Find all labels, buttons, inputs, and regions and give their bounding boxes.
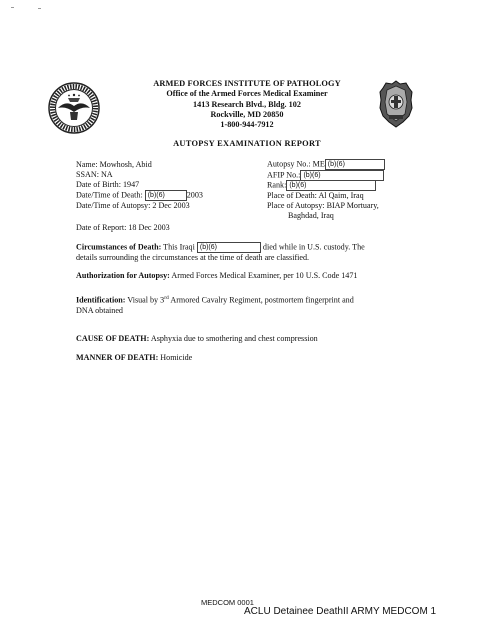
cause-text: Asphyxia due to smothering and chest compression (149, 334, 318, 343)
letterhead (90, 79, 404, 130)
death-date-field (76, 190, 203, 201)
place-of-autopsy-city: Baghdad, Iraq (288, 211, 334, 220)
office-name: Office of the Armed Forces Medical Examiner (166, 89, 328, 99)
autopsy-number-label: Autopsy No.: ME (267, 159, 325, 169)
death-date-year: 2003 (186, 190, 203, 200)
institution-name: ARMED FORCES INSTITUTE OF PATHOLOGY (153, 79, 341, 88)
redaction-box: (b)(6) (325, 159, 385, 170)
bates-number: MEDCOM 0001 (201, 598, 254, 607)
death-date-label: Date/Time of Death: (76, 190, 143, 200)
manner-section (76, 353, 422, 363)
circumstances-section (76, 242, 422, 263)
report-title: AUTOPSY EXAMINATION REPORT (173, 139, 321, 148)
cause-heading: CAUSE OF DEATH: (76, 334, 150, 343)
dob-field: Date of Birth: 1947 (76, 180, 140, 189)
redaction-box: (b)(6) (145, 190, 187, 201)
manner-text: Homicide (158, 353, 193, 362)
redaction-box: (b)(6) (286, 180, 376, 191)
report-date-field: Date of Report: 18 Dec 2003 (76, 223, 170, 232)
circumstances-line-2: details surrounding the circumstances at the time of death are classified. (76, 253, 310, 262)
afip-number-label: AFIP No.: (267, 170, 301, 180)
ordinal-superscript: rd (164, 295, 169, 301)
scan-speck (38, 8, 41, 9)
circumstances-text-cont: died while in U.S. custody. The (260, 242, 365, 252)
autopsy-number-field (267, 159, 385, 170)
circumstances-heading: Circumstances of Death: (76, 242, 162, 252)
manner-heading: MANNER OF DEATH: (76, 353, 159, 362)
redaction-box: (b)(6) (300, 170, 384, 181)
redaction-box: (b)(6) (197, 242, 261, 253)
authorization-text: Armed Forces Medical Examiner, per 10 U.S. Code 1471 (169, 271, 358, 280)
ssan-field: SSAN: NA (76, 170, 113, 179)
name-field: Name: Mowhosh, Abid (76, 160, 152, 169)
identification-line-2: DNA obtained (76, 305, 123, 315)
place-of-death-field: Place of Death: Al Qaim, Iraq (267, 191, 364, 200)
cause-section (76, 334, 422, 344)
phone-number: 1-800-944-7912 (220, 120, 274, 130)
circumstances-text: This Iraqi (161, 242, 197, 252)
autopsy-date-field: Date/Time of Autopsy: 2 Dec 2003 (76, 201, 190, 210)
authorization-section (76, 271, 422, 281)
rank-label: Rank: (267, 180, 287, 190)
collection-label: ACLU Detainee DeathII ARMY MEDCOM 1 (244, 606, 437, 617)
scan-speck (11, 7, 14, 8)
street-address: 1413 Research Blvd., Bldg. 102 (193, 99, 301, 109)
identification-section (76, 293, 422, 316)
place-of-autopsy-field: Place of Autopsy: BIAP Mortuary, (267, 201, 379, 210)
identification-text: Visual by 3 (125, 295, 165, 305)
identification-heading: Identification: (76, 295, 126, 305)
authorization-heading: Authorization for Autopsy: (76, 271, 170, 280)
rank-field (267, 180, 376, 191)
identification-text-cont: Armored Cavalry Regiment, postmortem fingerprint and (168, 295, 354, 305)
city-address: Rockville, MD 20850 (210, 109, 284, 119)
